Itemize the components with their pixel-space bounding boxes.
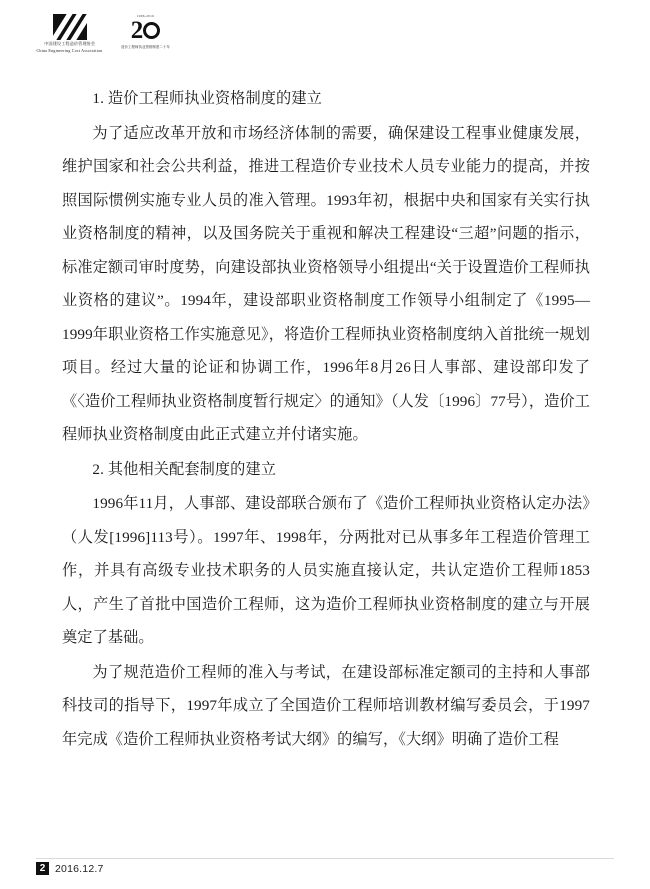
page-number: 2 [36,862,49,875]
anniversary-logo-caption: 造价工程师执业资格制度二十年 [121,44,170,49]
document-body [62,82,590,757]
section-2-body-2: 为了规范造价工程师的准入与考试，在建设部标准定额司的主持和人事部科技司的指导下，1997年成立了全国造价工程师培训教材编写委员会，于1997年完成《造价工程师执业资格考试大纲》的编写，《大纲》明确了造价工程 [62,663,590,748]
section-2-heading: 2. 其他相关配套制度的建立 [92,460,277,478]
company-logo-caption-en: China Engineering Cost Association [36,49,103,54]
page-footer [36,862,104,875]
anniversary-logo [121,14,170,49]
footer-date: 2016.12.7 [55,862,104,875]
section-1-body: 为了适应改革开放和市场经济体制的需要，确保建设工程事业健康发展，维护国家和社会公共利益，推进工程造价专业技术人员专业能力的提高，并按照国际惯例实施专业人员的准入管理。1993年初，根据中央和国家有关实行执业资格制度的精神，以及国务院关于重视和解决工程建设“三超”问题的指示，标准定额司审时度势，向建设部执业资格领导小组提出“关于设置造价工程师执业资格的建议”。1994年，建设部职业资格制度工作领导小组制定了《1995—1999年职业资格工作实施意见》，将造价工程师执业资格制度纳入首批统一规划项目。经过大量的论证和协调工作，1996年8月26日人事部、建设部印发了《〈造价工程师执业资格制度暂行规定〉的通知》（人发〔1996〕77号），造价工程师执业资格制度由此正式建立并付诸实施。 [62,124,590,443]
footer-divider [36,858,614,859]
company-logo [36,14,103,55]
anniversary-20-icon [131,19,161,43]
company-logo-caption-cn: 中国建设工程造价管理协会 [44,41,95,47]
page-header [36,14,610,60]
anniversary-ring-icon [143,22,160,39]
company-monogram-icon [53,14,87,40]
anniversary-number: 2 [130,17,143,44]
anniversary-top-text: 1996-2016 [136,14,155,18]
section-2-body-1: 1996年11月，人事部、建设部联合颁布了《造价工程师执业资格认定办法》（人发[1996]113号）。1997年、1998年，分两批对已从事多年工程造价管理工作，并具有高级专业技术职务的人员实施直接认定，共认定造价工程师1853人，产生了首批中国造价工程师，这为造价工程师执业资格制度的建立与开展奠定了基础。 [62,495,590,646]
section-1-heading: 1. 造价工程师执业资格制度的建立 [92,90,322,107]
